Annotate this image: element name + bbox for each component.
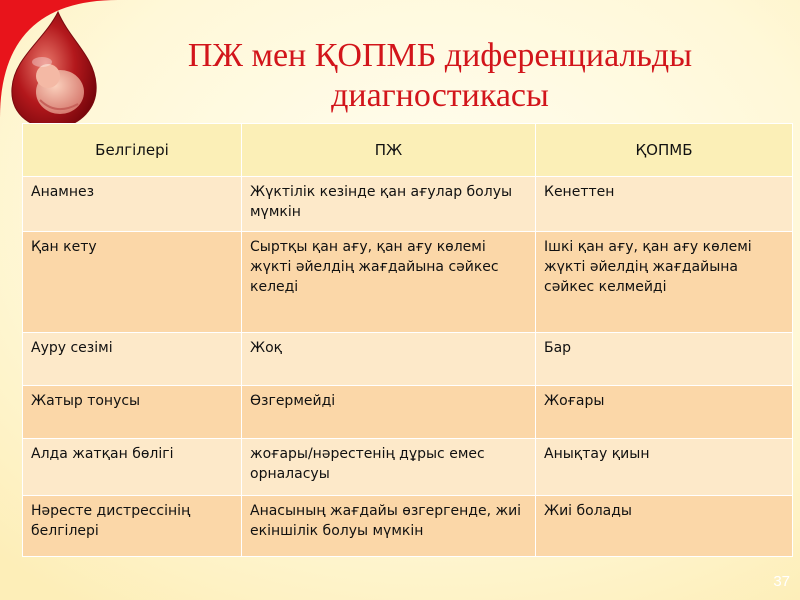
column-header-pzh: ПЖ	[242, 124, 536, 177]
table-cell: Алда жатқан бөлігі	[23, 439, 242, 496]
table-cell: Өзгермейді	[242, 386, 536, 439]
table-row	[23, 439, 793, 496]
table-cell: Қан кету	[23, 232, 242, 333]
table-cell: Анамнез	[23, 177, 242, 232]
column-header-signs: Белгілері	[23, 124, 242, 177]
table-row	[23, 386, 793, 439]
table-cell: Анықтау қиын	[536, 439, 793, 496]
slide-title	[130, 36, 750, 116]
table-cell: Жиі болады	[536, 496, 793, 557]
title-line-1: ПЖ мен ҚОПМБ диференциальды	[187, 37, 693, 74]
table-cell: Нәресте дистрессінің белгілері	[23, 496, 242, 557]
table-cell: Сыртқы қан ағу, қан ағу көлемі жүкті әйелдің жағдайына сәйкес келеді	[242, 232, 536, 333]
page-number: 37	[773, 573, 790, 590]
table-cell: Анасының жағдайы өзгергенде, жиі екіншілік болуы мүмкін	[242, 496, 536, 557]
table-cell: Жоғары	[536, 386, 793, 439]
column-header-qopmb: ҚОПМБ	[536, 124, 793, 177]
table-cell: Жоқ	[242, 333, 536, 386]
table-cell: Кенеттен	[536, 177, 793, 232]
table-cell: Бар	[536, 333, 793, 386]
table-cell: жоғары/нәрестенің дұрыс емес орналасуы	[242, 439, 536, 496]
table-cell: Ішкі қан ағу, қан ағу көлемі жүкті әйелдің жағдайына сәйкес келмейді	[536, 232, 793, 333]
table-header-row	[23, 124, 793, 177]
table-cell: Ауру сезімі	[23, 333, 242, 386]
table-cell: Жатыр тонусы	[23, 386, 242, 439]
table-row	[23, 496, 793, 557]
table-row	[23, 333, 793, 386]
differential-table	[22, 123, 793, 557]
table-cell: Жүктілік кезінде қан ағулар болуы мүмкін	[242, 177, 536, 232]
table-row	[23, 232, 793, 333]
table-row	[23, 177, 793, 232]
title-line-2: диагностикасы	[331, 77, 549, 114]
